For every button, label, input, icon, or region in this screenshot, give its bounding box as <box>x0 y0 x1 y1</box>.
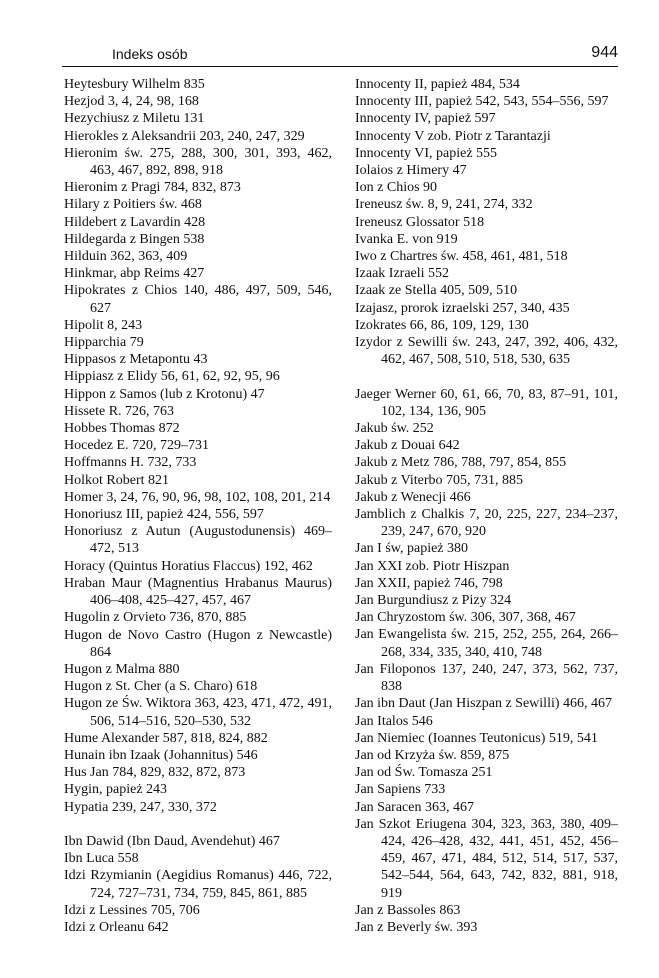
index-entry: Hippiasz z Elidy 56, 61, 62, 92, 95, 96 <box>64 369 280 385</box>
page-number: 944 <box>591 44 618 61</box>
index-entry: Hugon ze Św. Wiktora 363, 423, 471, 472, 491, 506, 514–516, 520–530, 532 <box>64 696 332 729</box>
index-entry: Ibn Dawid (Ibn Daud, Avendehut) 467 <box>64 833 280 849</box>
index-entry: Hildebert z Lavardin 428 <box>64 214 206 230</box>
index-entry: Jan XXII, papież 746, 798 <box>355 575 503 591</box>
index-entry: Jan ibn Daut (Jan Hiszpan z Sewilli) 466, 467 <box>355 696 613 712</box>
index-entry: Hissete R. 726, 763 <box>64 403 175 419</box>
index-entry: Hippon z Samos (lub z Krotonu) 47 <box>64 386 265 402</box>
index-entry: Ivanka E. von 919 <box>355 231 458 247</box>
index-entry: Hipokrates z Chios 140, 486, 497, 509, 546, 627 <box>64 283 332 316</box>
index-entry: Jan z Beverly św. 393 <box>355 919 478 935</box>
index-entry: Hipparchia 79 <box>64 335 144 351</box>
index-entry: Innocenty V zob. Piotr z Tarantazji <box>355 128 551 144</box>
header-rule <box>62 66 618 67</box>
page-header <box>62 42 618 64</box>
index-entry: Jan Niemiec (Ioannes Teutonicus) 519, 541 <box>355 730 598 746</box>
index-entry: Ibn Luca 558 <box>64 851 139 867</box>
index-entry: Hilduin 362, 363, 409 <box>64 249 188 265</box>
index-entry: Innocenty III, papież 542, 543, 554–556, 597 <box>355 94 609 110</box>
index-entry: Jan z Bassoles 863 <box>355 902 461 918</box>
index-entry: Hugolin z Orvieto 736, 870, 885 <box>64 610 247 626</box>
index-entry: Hus Jan 784, 829, 832, 872, 873 <box>64 765 246 781</box>
index-entry: Homer 3, 24, 76, 90, 96, 98, 102, 108, 201, 214 <box>64 489 331 505</box>
index-entry: Hieronim św. 275, 288, 300, 301, 393, 462, 463, 467, 892, 898, 918 <box>64 145 332 179</box>
index-entry: Izokrates 66, 86, 109, 129, 130 <box>355 317 529 333</box>
index-entry: Jaeger Werner 60, 61, 66, 70, 83, 87–91, 101, 102, 134, 136, 905 <box>355 386 618 419</box>
index-entry: Jan I św, papież 380 <box>355 541 469 557</box>
index-entry: Izydor z Sewilli św. 243, 247, 392, 406, 432, 462, 467, 508, 510, 518, 530, 635 <box>355 335 618 368</box>
index-entry: Hobbes Thomas 872 <box>64 421 180 437</box>
index-entry: Hezychiusz z Miletu 131 <box>64 111 205 127</box>
index-entry: Hezjod 3, 4, 24, 98, 168 <box>64 94 199 110</box>
index-entry: Idzi z Orleanu 642 <box>64 919 169 935</box>
index-entry: Iolaios z Himery 47 <box>355 163 467 179</box>
index-entry: Jan Italos 546 <box>355 713 433 729</box>
index-entry: Jakub św. 252 <box>355 421 434 437</box>
index-entry: Jakub z Douai 642 <box>355 438 460 454</box>
index-entry: Heytesbury Wilhelm 835 <box>64 77 205 92</box>
index-entry: Jan Szkot Eriugena 304, 323, 363, 380, 409–424, 426–428, 432, 441, 451, 452, 456–459, 467, 471, 484, 512, 514, 517, 537, 542–544, 564, 643, 742, 832, 881, 918, 919 <box>355 816 618 901</box>
index-entry: Izaak Izraeli 552 <box>355 266 450 282</box>
index-entry: Jakub z Wenecji 466 <box>355 489 471 505</box>
index-entry: Jan XXI zob. Piotr Hiszpan <box>355 558 510 574</box>
index-entry: Jan Ewangelista św. 215, 252, 255, 264, 266–268, 334, 335, 340, 410, 748 <box>355 627 618 660</box>
index-entry: Hunain ibn Izaak (Johannitus) 546 <box>64 747 258 763</box>
index-entry: Horacy (Quintus Horatius Flaccus) 192, 462 <box>64 558 313 574</box>
index-entry: Jan Sapiens 733 <box>355 782 446 798</box>
index-entry: Izajasz, prorok izraelski 257, 340, 435 <box>355 300 570 316</box>
index-entry: Hoffmanns H. 732, 733 <box>64 455 197 471</box>
index-entry: Jan Chryzostom św. 306, 307, 368, 467 <box>355 610 576 626</box>
index-entry: Jan Filoponos 137, 240, 247, 373, 562, 737, 838 <box>355 661 618 695</box>
index-entry: Jakub z Viterbo 705, 731, 885 <box>355 472 524 488</box>
index-entry: Ion z Chios 90 <box>355 180 438 196</box>
index-entry: Innocenty II, papież 484, 534 <box>355 77 520 92</box>
index-entry: Jan Saracen 363, 467 <box>355 799 474 815</box>
index-entry: Hugon z Malma 880 <box>64 661 180 677</box>
index-entry: Hume Alexander 587, 818, 824, 882 <box>64 730 268 746</box>
section-title: Indeks osób <box>112 46 188 62</box>
index-entry: Jamblich z Chalkis 7, 20, 225, 227, 234–237, 239, 247, 670, 920 <box>355 507 618 540</box>
index-entry: Ireneusz św. 8, 9, 241, 274, 332 <box>355 197 533 213</box>
index-entry: Innocenty VI, papież 555 <box>355 145 498 161</box>
index-entry: Hygin, papież 243 <box>64 782 168 798</box>
index-entry: Hipolit 8, 243 <box>64 317 143 333</box>
index-entry: Ireneusz Glossator 518 <box>355 214 485 230</box>
index-entry: Jan od Św. Tomasza 251 <box>355 765 493 781</box>
index-entry: Hugon z St. Cher (a S. Charo) 618 <box>64 679 258 695</box>
index-entry: Jan od Krzyża św. 859, 875 <box>355 747 510 763</box>
index-entry: Honoriusz III, papież 424, 556, 597 <box>64 507 264 523</box>
index-column-left <box>64 76 332 936</box>
index-entry: Hippasos z Metapontu 43 <box>64 352 208 368</box>
letter-section-gap <box>64 816 332 833</box>
index-entry: Hocedez E. 720, 729–731 <box>64 438 210 454</box>
index-entry: Hierokles z Aleksandrii 203, 240, 247, 329 <box>64 128 305 144</box>
index-entry: Holkot Robert 821 <box>64 472 169 488</box>
letter-section-gap <box>355 368 618 385</box>
index-entry: Hildegarda z Bingen 538 <box>64 231 205 247</box>
index-entry: Hypatia 239, 247, 330, 372 <box>64 799 217 815</box>
index-entry: Hugon de Novo Castro (Hugon z Newcastle) 864 <box>64 627 332 660</box>
index-entry: Hieronim z Pragi 784, 832, 873 <box>64 180 241 196</box>
index-entry: Hilary z Poitiers św. 468 <box>64 197 202 213</box>
index-entry: Idzi z Lessines 705, 706 <box>64 902 200 918</box>
index-column-right <box>355 76 618 936</box>
index-entry: Hraban Maur (Magnentius Hrabanus Maurus) 406–408, 425–427, 457, 467 <box>64 575 332 609</box>
index-entry: Innocenty IV, papież 597 <box>355 111 496 127</box>
index-entry: Jan Burgundiusz z Pizy 324 <box>355 593 512 609</box>
index-entry: Hinkmar, abp Reims 427 <box>64 266 205 282</box>
index-entry: Idzi Rzymianin (Aegidius Romanus) 446, 722, 724, 727–731, 734, 759, 845, 861, 885 <box>64 868 332 901</box>
index-entry: Honoriusz z Autun (Augustodunensis) 469–472, 513 <box>64 524 332 557</box>
index-entry: Izaak ze Stella 405, 509, 510 <box>355 283 518 299</box>
index-entry: Jakub z Metz 786, 788, 797, 854, 855 <box>355 455 567 471</box>
index-entry: Iwo z Chartres św. 458, 461, 481, 518 <box>355 249 568 265</box>
